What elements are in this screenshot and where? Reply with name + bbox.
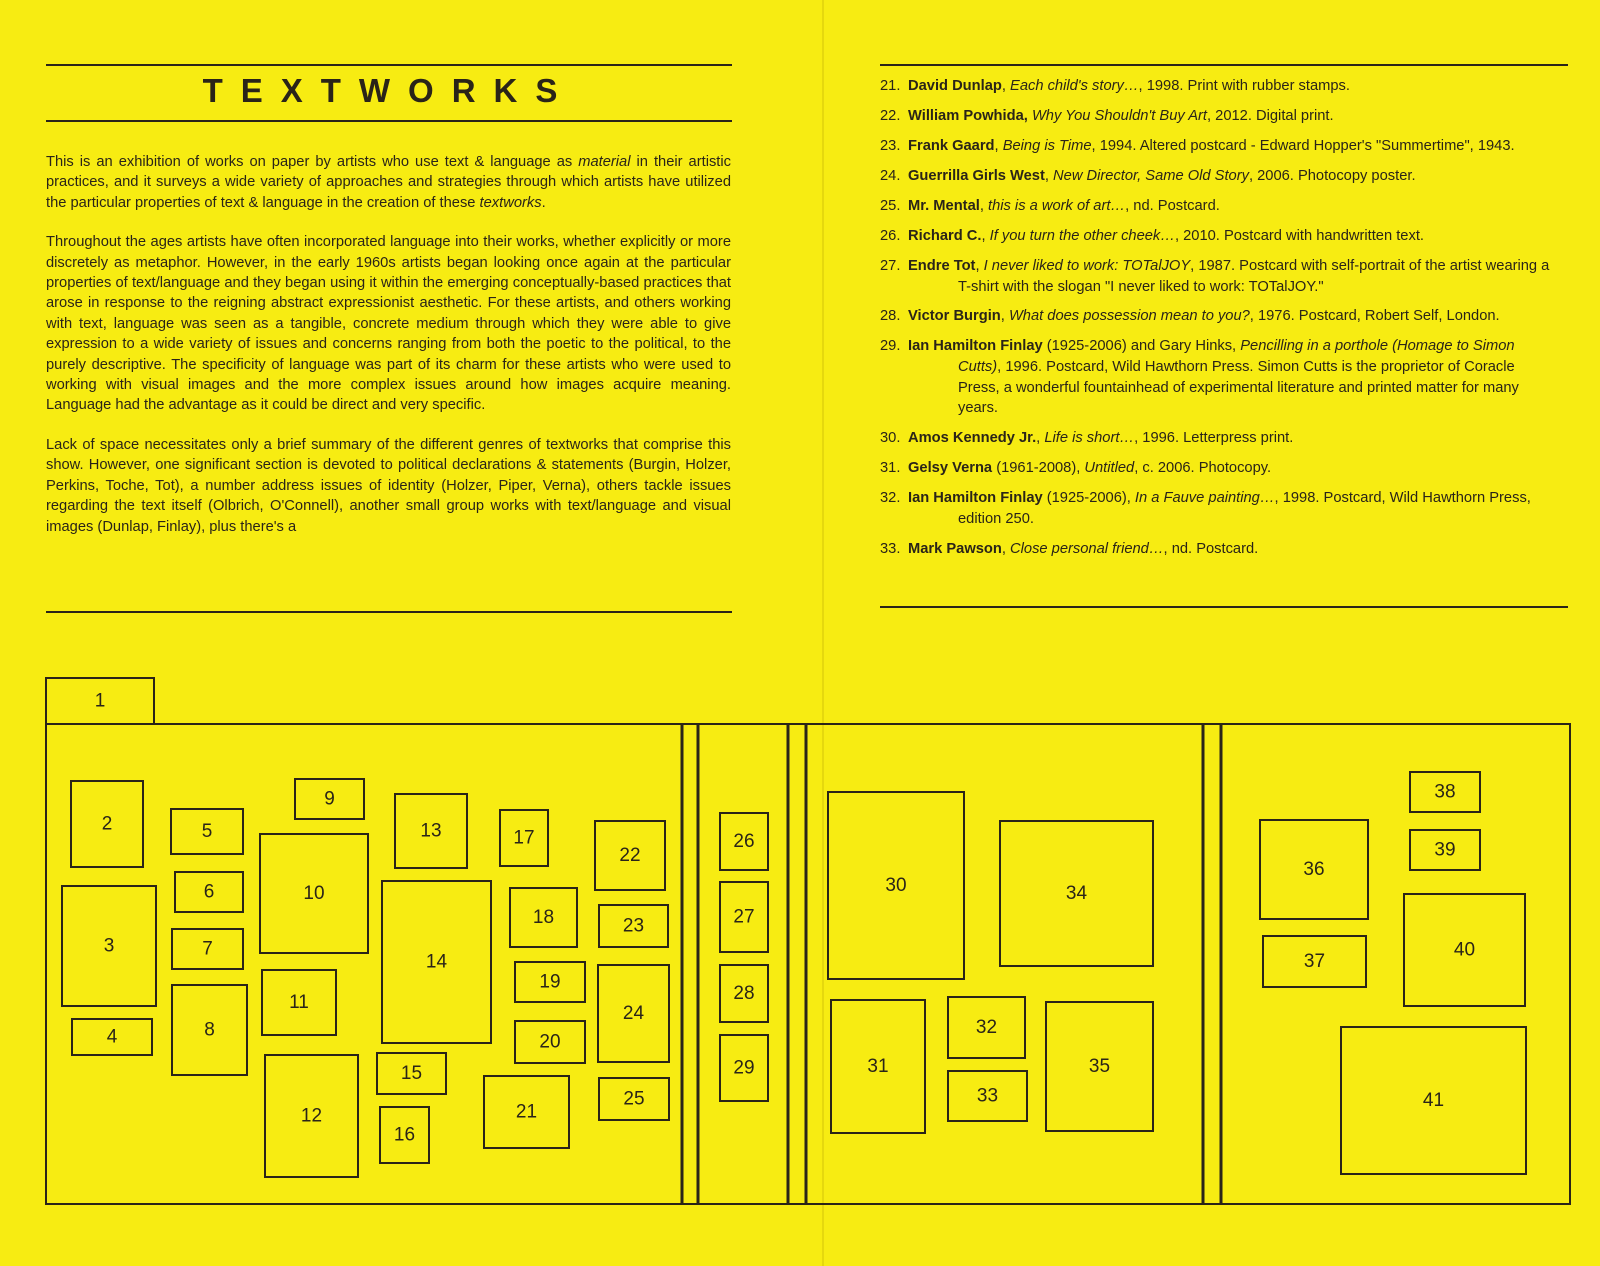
intro-paragraph-2: Throughout the ages artists have often incorporated language into their works, whether explicitly or more discretely as metaphor. However, in the early 1960s artists began looking once again at the particular properties of text/language and they began using it within the emerging conceptually-based practices that arose in response to the reigning abstract expressionist aesthetic. For these artists, and others working with text, language was seen as a tangible, concrete medium through which they were able to give expression to a wide variety of issues and concerns ranging from both the poetic to the political, to the purely descriptive. The specificity of language was part of its charm for these artists who were used to working with visual images and the more complex issues around how images acquire meaning. Language had the advantage as it could be direct and very specific. bbox=[46, 234, 731, 414]
page-title: TEXTWORKS bbox=[202, 72, 576, 109]
artwork-number: 19 bbox=[539, 971, 561, 993]
artwork-location-20 bbox=[515, 1021, 585, 1063]
artwork-location-8 bbox=[172, 985, 247, 1075]
work-title: Each child's story… bbox=[1010, 78, 1139, 94]
work-artist: David Dunlap bbox=[908, 78, 1002, 94]
artwork-location-21 bbox=[484, 1076, 569, 1148]
artwork-number: 5 bbox=[201, 821, 213, 842]
artwork-location-5 bbox=[171, 809, 243, 854]
work-title: In a Fauve painting… bbox=[1134, 490, 1275, 507]
work-title: Pencilling in a porthole (Homage to Simon Cutts) bbox=[958, 338, 1515, 376]
work-title: If you turn the other cheek… bbox=[989, 227, 1175, 244]
artwork-number: 21 bbox=[515, 1101, 538, 1123]
work-artist: Guerrilla Girls West bbox=[908, 167, 1045, 184]
work-title: this is a work of art… bbox=[988, 197, 1126, 214]
work-number: 29. bbox=[880, 338, 901, 355]
work-artist: Mr. Mental bbox=[908, 197, 980, 214]
work-details: , 1996. Postcard, Wild Hawthorn Press. Simon Cutts is the proprietor of Coracle Press, a wonderful fountainhead of experimental literature and printed matter for many years. bbox=[958, 359, 1519, 417]
artwork-number: 4 bbox=[106, 1026, 118, 1048]
work-separator: (1961-2008), bbox=[992, 460, 1085, 477]
work-artist: Endre Tot bbox=[908, 257, 976, 274]
artwork-location-29 bbox=[720, 1035, 768, 1101]
artwork-location-24 bbox=[598, 965, 669, 1062]
artwork-location-32 bbox=[948, 997, 1025, 1058]
work-title: Why You Shouldn't Buy Art bbox=[1031, 107, 1208, 124]
artwork-location-11 bbox=[262, 970, 336, 1035]
artwork-number: 8 bbox=[204, 1019, 215, 1041]
work-number: 22. bbox=[880, 107, 901, 124]
work-artist: Frank Gaard bbox=[908, 137, 995, 154]
artwork-location-15 bbox=[377, 1053, 446, 1094]
work-artist: Ian Hamilton Finlay bbox=[908, 338, 1043, 355]
artwork-number: 38 bbox=[1434, 781, 1456, 803]
artwork-number: 24 bbox=[622, 1003, 645, 1024]
work-details: , 1998. Postcard, Wild Hawthorn Press, edition 250. bbox=[958, 490, 1531, 527]
artwork-location-18 bbox=[510, 888, 577, 947]
artwork-location-10 bbox=[260, 834, 368, 953]
work-separator: , bbox=[979, 197, 988, 214]
work-details: , 1976. Postcard, Robert Self, London. bbox=[1249, 308, 1500, 325]
artwork-location-27 bbox=[720, 882, 768, 952]
artwork-number: 20 bbox=[539, 1031, 561, 1053]
artwork-location-7 bbox=[172, 929, 243, 969]
work-title: Close personal friend… bbox=[1010, 540, 1164, 557]
artwork-location-28 bbox=[720, 965, 768, 1022]
artwork-location-12 bbox=[265, 1055, 358, 1177]
artwork-number: 12 bbox=[300, 1105, 323, 1127]
artwork-location-14 bbox=[382, 881, 491, 1043]
work-details: , c. 2006. Photocopy. bbox=[1134, 460, 1272, 477]
artwork-location-6 bbox=[175, 872, 243, 912]
artwork-location-41 bbox=[1341, 1027, 1526, 1174]
work-number: 30. bbox=[880, 430, 901, 447]
work-details: , 2006. Photocopy poster. bbox=[1248, 167, 1416, 184]
work-number: 23. bbox=[880, 137, 901, 154]
work-details: , 2012. Digital print. bbox=[1207, 107, 1334, 124]
work-title: New Director, Same Old Story bbox=[1053, 167, 1249, 184]
artwork-number: 14 bbox=[425, 951, 448, 973]
artwork-location-26 bbox=[720, 813, 768, 870]
artwork-location-19 bbox=[515, 962, 585, 1002]
work-separator: , bbox=[1001, 540, 1011, 557]
work-number: 28. bbox=[880, 308, 901, 325]
artwork-number: 23 bbox=[622, 915, 645, 937]
artwork-number: 32 bbox=[975, 1017, 998, 1038]
artwork-number: 28 bbox=[733, 983, 755, 1004]
work-title: Untitled bbox=[1084, 460, 1135, 477]
artwork-number: 36 bbox=[1303, 859, 1325, 880]
work-details: , 2010. Postcard with handwritten text. bbox=[1174, 227, 1424, 244]
artwork-location-4 bbox=[72, 1019, 152, 1055]
artwork-number: 40 bbox=[1453, 939, 1476, 961]
work-artist: Mark Pawson bbox=[908, 540, 1002, 557]
artwork-location-2 bbox=[71, 781, 143, 867]
work-artist: Ian Hamilton Finlay bbox=[908, 490, 1043, 507]
artwork-number: 15 bbox=[400, 1063, 423, 1084]
work-separator: , bbox=[1001, 78, 1011, 94]
artwork-number: 7 bbox=[202, 938, 213, 960]
work-separator: , bbox=[1000, 308, 1009, 325]
work-details: , 1994. Altered postcard - Edward Hopper's "Summertime", 1943. bbox=[1091, 137, 1515, 154]
artwork-number: 30 bbox=[885, 875, 907, 896]
work-details: , nd. Postcard. bbox=[1163, 540, 1259, 557]
artwork-location-9 bbox=[295, 779, 364, 819]
artwork-number: 27 bbox=[733, 906, 755, 928]
artwork-number: 41 bbox=[1422, 1090, 1445, 1111]
artwork-number: 13 bbox=[420, 820, 442, 842]
artwork-number: 37 bbox=[1303, 951, 1326, 972]
work-details: , nd. Postcard. bbox=[1125, 197, 1220, 214]
artwork-number: 9 bbox=[324, 788, 335, 810]
artwork-location-36 bbox=[1260, 820, 1368, 919]
work-artist: Gelsy Verna bbox=[908, 460, 993, 477]
artwork-location-17 bbox=[500, 810, 548, 866]
artwork-location-33 bbox=[948, 1071, 1027, 1121]
work-artist: Victor Burgin bbox=[908, 308, 1001, 325]
intro-paragraph-3: Lack of space necessitates only a brief summary of the different genres of textworks that comprise this show. However, one significant section is devoted to political declarations & statements (Burgin, Holzer, Perkins, Toche, Tot), a number address issues of identity (Holzer, Piper, Verna), others tackle issues regarding the text itself (Olbrich, O'Connell), another small group works with text/language and visual images (Dunlap, Finlay), plus there's a bbox=[46, 436, 731, 535]
work-separator: , bbox=[1044, 167, 1054, 184]
work-details: , 1996. Letterpress print. bbox=[1134, 430, 1294, 447]
artwork-number: 26 bbox=[733, 831, 755, 852]
intro-paragraph-1: This is an exhibition of works on paper by artists who use text & language as material in their artistic practices, and it surveys a wide variety of approaches and strategies through which artists have utilized the particular properties of text & language in the creation of these textworks. bbox=[46, 154, 731, 211]
work-details: , 1998. Print with rubber stamps. bbox=[1138, 78, 1350, 94]
artwork-location-22 bbox=[595, 821, 665, 890]
artwork-number: 29 bbox=[733, 1057, 755, 1079]
work-title: I never liked to work: TOTalJOY bbox=[983, 257, 1191, 274]
artwork-location-1 bbox=[95, 691, 106, 712]
work-separator: , bbox=[1036, 430, 1045, 447]
artwork-location-23 bbox=[599, 905, 668, 947]
work-number: 26. bbox=[880, 227, 901, 244]
work-separator: , bbox=[994, 137, 1003, 154]
work-details: , 1987. Postcard with self-portrait of the artist wearing a T-shirt with the slogan "I never liked to work: TOTalJOY." bbox=[958, 257, 1550, 295]
artwork-number: 25 bbox=[623, 1088, 645, 1110]
artwork-number: 39 bbox=[1434, 839, 1456, 861]
artwork-location-31 bbox=[831, 1000, 925, 1133]
work-artist: Amos Kennedy Jr. bbox=[908, 430, 1037, 447]
work-title: What does possession mean to you? bbox=[1008, 308, 1250, 325]
artwork-number: 1 bbox=[94, 690, 106, 712]
artwork-location-40 bbox=[1404, 894, 1525, 1006]
artwork-location-30 bbox=[828, 792, 964, 979]
work-separator: (1925-2006), bbox=[1042, 490, 1135, 507]
work-title: Life is short… bbox=[1044, 430, 1135, 447]
work-number: 32. bbox=[880, 490, 901, 507]
artwork-location-3 bbox=[62, 886, 156, 1006]
artwork-number: 11 bbox=[289, 992, 309, 1013]
artwork-number: 16 bbox=[393, 1124, 416, 1146]
work-separator: (1925-2006) and Gary Hinks, bbox=[1042, 338, 1241, 355]
artwork-number: 2 bbox=[101, 813, 113, 835]
artwork-location-16 bbox=[380, 1107, 429, 1163]
work-title: Being is Time bbox=[1002, 137, 1092, 154]
artwork-number: 35 bbox=[1088, 1056, 1111, 1077]
artwork-location-39 bbox=[1410, 830, 1480, 870]
artwork-number: 10 bbox=[303, 883, 325, 904]
work-separator: , bbox=[975, 257, 984, 274]
work-number: 25. bbox=[880, 197, 901, 214]
work-number: 33. bbox=[880, 540, 901, 557]
artwork-number: 3 bbox=[103, 935, 115, 957]
work-artist: William Powhida, bbox=[908, 107, 1028, 124]
artwork-number: 33 bbox=[976, 1085, 999, 1107]
artwork-location-35 bbox=[1046, 1002, 1153, 1131]
artwork-number: 34 bbox=[1065, 883, 1088, 904]
artwork-number: 17 bbox=[513, 827, 535, 849]
artwork-location-13 bbox=[395, 794, 467, 868]
work-artist: Richard C. bbox=[908, 227, 982, 244]
work-number: 24. bbox=[880, 167, 901, 184]
artwork-location-25 bbox=[599, 1078, 669, 1120]
artwork-location-38 bbox=[1410, 772, 1480, 812]
artwork-number: 22 bbox=[619, 845, 641, 866]
work-number: 21. bbox=[880, 78, 901, 94]
artwork-location-37 bbox=[1263, 936, 1366, 987]
work-number: 27. bbox=[880, 257, 901, 274]
artwork-number: 6 bbox=[203, 881, 215, 903]
artwork-location-34 bbox=[1000, 821, 1153, 966]
work-separator: , bbox=[981, 227, 990, 244]
artwork-number: 18 bbox=[532, 907, 555, 928]
work-number: 31. bbox=[880, 460, 901, 477]
artwork-number: 31 bbox=[867, 1056, 889, 1077]
